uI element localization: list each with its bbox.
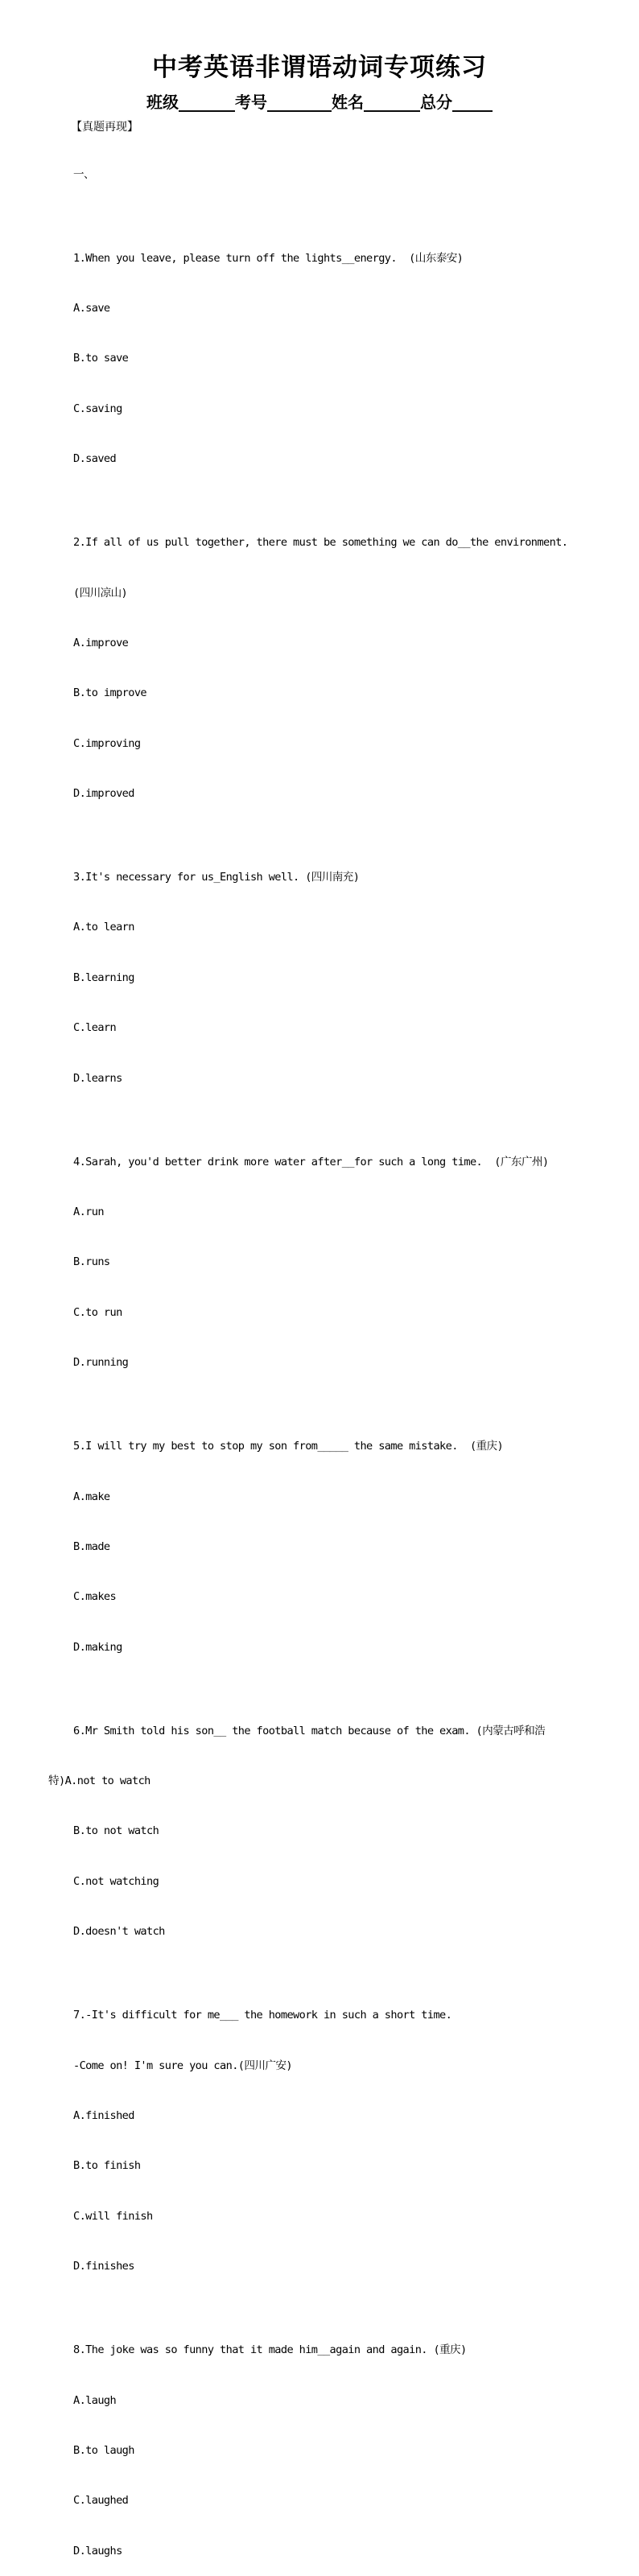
option: B.learning <box>73 971 134 984</box>
question-stem: 7.-It's difficult for me___ the homework in such a short time. <box>73 2009 452 2022</box>
option: A.to learn <box>73 921 134 934</box>
section-label: 【真题再现】 <box>71 121 138 134</box>
option: A.run <box>73 1206 104 1218</box>
option: C.makes <box>73 1590 117 1604</box>
option: B.to finish <box>73 2159 141 2173</box>
option: B.to not watch <box>73 1824 159 1838</box>
option: A.make <box>73 1490 110 1503</box>
option: A.improve <box>73 636 129 649</box>
option: D.doesn't watch <box>73 1925 165 1939</box>
part-heading: 一、 <box>73 167 94 181</box>
option: D.learns <box>73 1071 122 1085</box>
question-stem: 6.Mr Smith told his son__ the football match because of the exam. (内蒙古呼和浩 <box>73 1724 546 1737</box>
option: D.laughs <box>73 2544 122 2557</box>
option: D.improved <box>73 787 134 801</box>
question-stem: 4.Sarah, you'd better drink more water after__for such a long time. (广东广州) <box>73 1155 549 1168</box>
question-stem: 8.The joke was so funny that it made him__again and again. (重庆) <box>73 2343 467 2357</box>
option: C.laughed <box>73 2494 129 2508</box>
question-stem: 2.If all of us pull together, there must be something we can do__the environment. <box>73 536 568 550</box>
option: C.to run <box>73 1305 122 1319</box>
option: C.improving <box>73 736 141 750</box>
question-stem-line2: -Come on! I'm sure you can.(四川广安) <box>73 2059 292 2072</box>
option: A.laugh <box>73 2393 117 2407</box>
option: B.to save <box>73 352 129 365</box>
option: B.to improve <box>73 686 147 700</box>
question-stem: 1.When you leave, please turn off the lights__energy. (山东泰安) <box>73 251 464 265</box>
question-stem: 3.It's necessary for us_English well. (四川南充) <box>73 871 360 884</box>
student-info-line: 班级_______考号________姓名_______总分_____ <box>146 93 493 112</box>
question-stem-continuation: (四川凉山) <box>73 586 128 600</box>
option: B.made <box>73 1539 110 1553</box>
option: C.saving <box>73 402 122 415</box>
option: D.saved <box>73 452 117 466</box>
option: A.save <box>73 301 110 315</box>
question-stem: 5.I will try my best to stop my son from_____ the same mistake. (重庆) <box>73 1440 504 1453</box>
option: D.running <box>73 1356 129 1370</box>
option: B.to laugh <box>73 2443 134 2457</box>
page-title: 中考英语非谓语动词专项练习 <box>152 53 487 82</box>
option: C.will finish <box>73 2209 153 2223</box>
question-stem-continuation: 特)A.not to watch <box>48 1774 150 1788</box>
option: B.runs <box>73 1255 110 1269</box>
option: A.finished <box>73 2109 134 2123</box>
option: C.not watching <box>73 1874 159 1888</box>
question-list <box>48 133 596 2576</box>
option: D.finishes <box>73 2260 134 2273</box>
option: C.learn <box>73 1021 117 1035</box>
option: D.making <box>73 1640 122 1654</box>
